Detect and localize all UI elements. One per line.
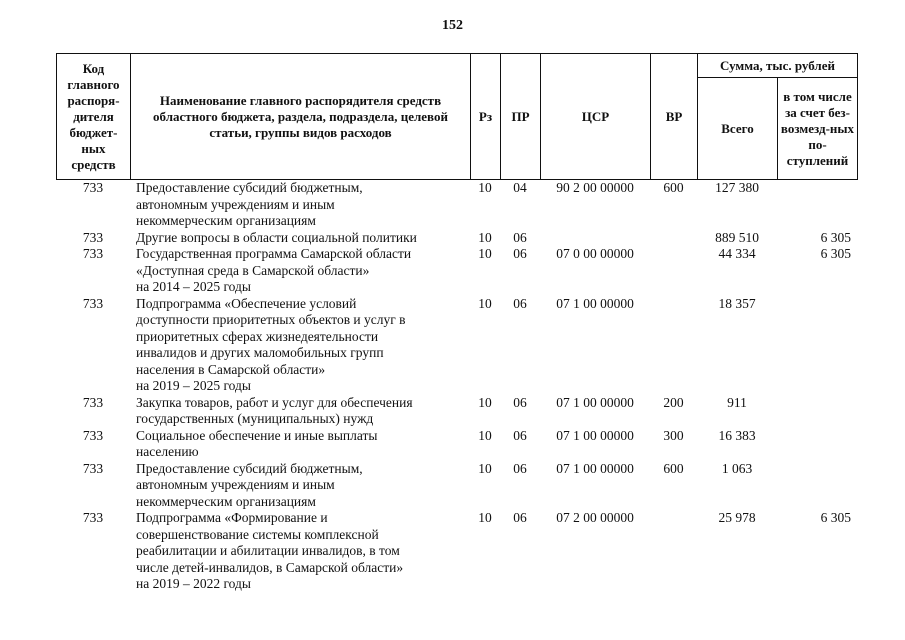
cell-vr	[650, 296, 697, 395]
cell-pr: 06	[513, 460, 527, 476]
cell-code: 733	[82, 180, 104, 195]
cell-rz: 10	[478, 295, 492, 311]
cell-gratuitous	[777, 395, 857, 428]
cell-name: Другие вопросы в области социальной политики	[136, 229, 417, 245]
table-row	[56, 180, 857, 230]
cell-vr	[650, 510, 697, 593]
cell-pr: 06	[513, 246, 527, 261]
header-gratuitous: в том числе за счет без-возмезд-ных по-ступлений	[778, 78, 858, 180]
cell-total: 16 383	[718, 427, 756, 443]
header-sum-group: Сумма, тыс. рублей	[698, 54, 858, 78]
cell-total: 127 380	[715, 180, 759, 195]
cell-vr: 600	[663, 180, 684, 195]
cell-pr: 06	[513, 295, 527, 311]
cell-total: 44 334	[718, 246, 756, 261]
cell-rz: 10	[478, 394, 492, 410]
cell-rz: 10	[478, 229, 492, 245]
header-csr: ЦСР	[541, 54, 651, 180]
cell-code: 733	[82, 295, 104, 311]
cell-name: Подпрограмма «Обеспечение условий доступности приоритетных объектов и услуг в приоритетных сферах жизнедеятельности инвалидов и других маломобильных групп населения в Самарской области» на 2019 – 2025 годы	[136, 295, 406, 393]
cell-vr: 300	[663, 427, 684, 443]
cell-total: 25 978	[718, 510, 756, 525]
cell-csr: 07 0 00 00000	[556, 246, 634, 261]
page-number: 152	[442, 18, 463, 33]
table-row	[56, 230, 857, 247]
cell-csr: 07 2 00 00000	[556, 510, 634, 525]
cell-gratuitous	[777, 428, 857, 461]
cell-pr: 06	[513, 427, 527, 443]
cell-code: 733	[82, 460, 104, 476]
header-code: Код главного распоря-дителя бюджет-ных средств	[57, 54, 131, 180]
cell-pr: 06	[513, 229, 527, 245]
cell-csr: 90 2 00 00000	[556, 180, 634, 195]
header-pr: ПР	[501, 54, 541, 180]
cell-gratuitous	[777, 180, 857, 230]
table-row	[56, 296, 857, 395]
header-rz: Рз	[471, 54, 501, 180]
cell-csr	[540, 230, 650, 247]
cell-pr: 06	[513, 510, 527, 525]
cell-name: Подпрограмма «Формирование и совершенствование системы комплексной реабилитации и абилитации инвалидов, в том числе детей-инвалидов, в Самарской области» на 2019 – 2022 годы	[136, 510, 404, 591]
cell-code: 733	[82, 246, 104, 261]
cell-total: 889 510	[715, 229, 759, 245]
table-row	[56, 395, 857, 428]
header-name: Наименование главного распорядителя средств областного бюджета, раздела, подраздела, целевой статьи, группы видов расходов	[131, 54, 471, 180]
cell-rz: 10	[478, 246, 492, 261]
cell-name: Предоставление субсидий бюджетным, автономным учреждениям и иным некоммерческим организациям	[136, 180, 363, 228]
cell-gratuitous: 6 305	[820, 510, 851, 525]
header-total: Всего	[698, 78, 778, 180]
cell-vr	[650, 246, 697, 296]
cell-rz: 10	[478, 460, 492, 476]
cell-gratuitous	[777, 296, 857, 395]
cell-vr	[650, 230, 697, 247]
cell-code: 733	[82, 394, 104, 410]
table-row	[56, 461, 857, 511]
header-vr: ВР	[651, 54, 698, 180]
cell-code: 733	[82, 229, 104, 245]
table-row	[56, 510, 857, 593]
cell-pr: 04	[513, 180, 527, 195]
cell-rz: 10	[478, 427, 492, 443]
table-row	[56, 246, 857, 296]
cell-name: Социальное обеспечение и иные выплаты населению	[136, 427, 378, 459]
cell-gratuitous	[777, 461, 857, 511]
cell-gratuitous: 6 305	[820, 229, 851, 245]
cell-rz: 10	[478, 510, 492, 525]
cell-csr: 07 1 00 00000	[556, 460, 634, 476]
cell-total: 1 063	[721, 460, 753, 476]
cell-csr: 07 1 00 00000	[556, 394, 634, 410]
cell-pr: 06	[513, 394, 527, 410]
cell-rz: 10	[478, 180, 492, 195]
cell-vr: 200	[663, 394, 684, 410]
cell-name: Государственная программа Самарской области «Доступная среда в Самарской области» на 2014 – 2025 годы	[136, 246, 412, 294]
table-body	[56, 180, 857, 593]
cell-code: 733	[82, 510, 104, 525]
cell-code: 733	[82, 427, 104, 443]
cell-total: 911	[727, 394, 747, 410]
cell-gratuitous: 6 305	[820, 246, 851, 261]
cell-csr: 07 1 00 00000	[556, 295, 634, 311]
cell-name: Закупка товаров, работ и услуг для обеспечения государственных (муниципальных) нужд	[136, 394, 413, 426]
table-row	[56, 428, 857, 461]
cell-name: Предоставление субсидий бюджетным, автономным учреждениям и иным некоммерческим организациям	[136, 460, 363, 509]
cell-vr: 600	[663, 460, 684, 476]
cell-csr: 07 1 00 00000	[556, 427, 634, 443]
table-header	[56, 53, 858, 180]
cell-total: 18 357	[718, 295, 756, 311]
